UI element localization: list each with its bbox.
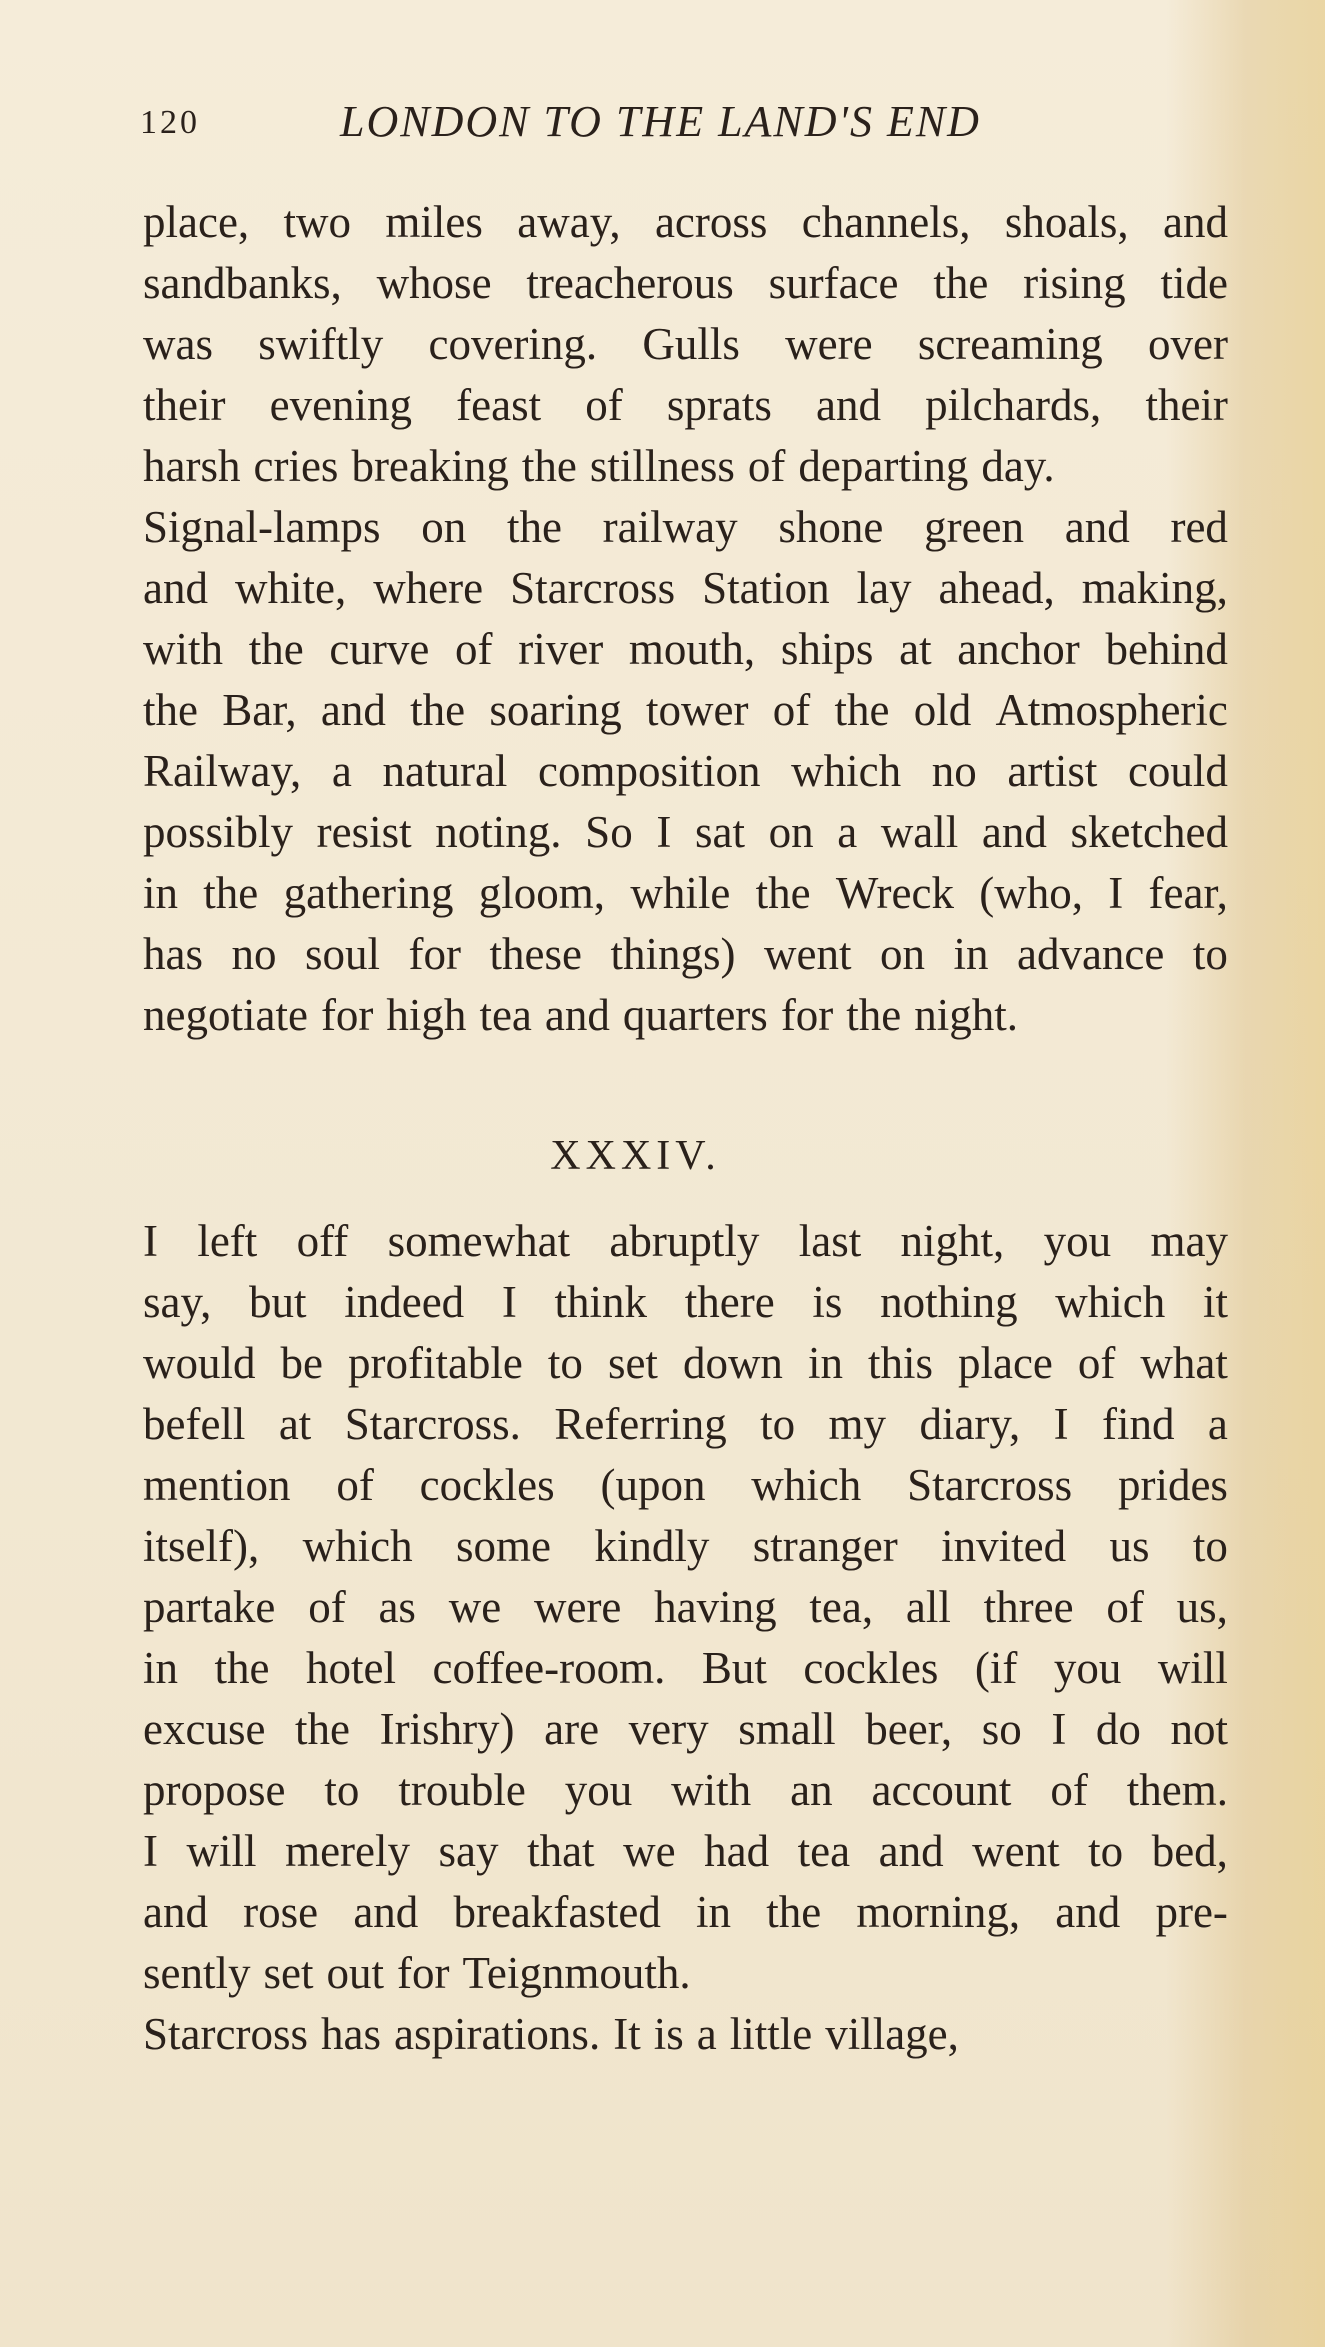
text-line: with the curve of river mouth, ships at anchor behind xyxy=(143,624,1228,674)
text-line: in the gathering gloom, while the Wreck (who, I fear, xyxy=(143,868,1228,918)
text-line: and rose and breakfasted in the morning, and pre- xyxy=(143,1887,1228,1937)
page-number: 120 xyxy=(140,104,200,141)
text-line: the Bar, and the soaring tower of the old Atmospheric xyxy=(143,685,1228,735)
text-line: mention of cockles (upon which Starcross prides xyxy=(143,1460,1228,1510)
text-line: was swiftly covering. Gulls were screaming over xyxy=(143,319,1228,369)
text-line: possibly resist noting. So I sat on a wall and sketched xyxy=(143,807,1228,857)
text-line: excuse the Irishry) are very small beer, so I do not xyxy=(143,1704,1228,1754)
text-line: I left off somewhat abruptly last night, you may xyxy=(143,1216,1228,1266)
section-heading: XXXIV. xyxy=(550,1133,721,1179)
text-line: sandbanks, whose treacherous surface the rising tide xyxy=(143,258,1228,308)
text-line: itself), which some kindly stranger invited us to xyxy=(143,1521,1228,1571)
text-line: harsh cries breaking the stillness of departing day. xyxy=(143,441,1055,491)
text-line: Signal-lamps on the railway shone green and red xyxy=(143,502,1228,552)
body-text xyxy=(143,192,1228,2065)
running-title: LONDON TO THE LAND'S END xyxy=(340,97,981,146)
text-line: propose to trouble you with an account of them. xyxy=(143,1765,1228,1815)
paragraph xyxy=(143,192,1228,497)
text-line: in the hotel coffee-room. But cockles (if you will xyxy=(143,1643,1228,1693)
text-after-section xyxy=(143,1211,1228,2065)
text-before-section xyxy=(143,192,1228,1046)
text-line: would be profitable to set down in this place of what xyxy=(143,1338,1228,1388)
text-line: Starcross has aspirations. It is a little village, xyxy=(143,2009,959,2059)
text-line: I will merely say that we had tea and went to bed, xyxy=(143,1826,1228,1876)
text-line: Railway, a natural composition which no artist could xyxy=(143,746,1228,796)
text-line: say, but indeed I think there is nothing which it xyxy=(143,1277,1228,1327)
text-line: has no soul for these things) went on in advance to xyxy=(143,929,1228,979)
paragraph xyxy=(143,1211,1228,2004)
text-line: and white, where Starcross Station lay ahead, making, xyxy=(143,563,1228,613)
text-line: partake of as we were having tea, all three of us, xyxy=(143,1582,1228,1632)
text-line: negotiate for high tea and quarters for the night. xyxy=(143,990,1019,1040)
text-line: their evening feast of sprats and pilchards, their xyxy=(143,380,1228,430)
paragraph xyxy=(143,497,1228,1046)
paragraph xyxy=(143,2004,1228,2065)
text-line: befell at Starcross. Referring to my diary, I find a xyxy=(143,1399,1228,1449)
running-head xyxy=(140,96,1220,146)
text-line: sently set out for Teignmouth. xyxy=(143,1948,691,1998)
text-line: place, two miles away, across channels, shoals, and xyxy=(143,197,1228,247)
